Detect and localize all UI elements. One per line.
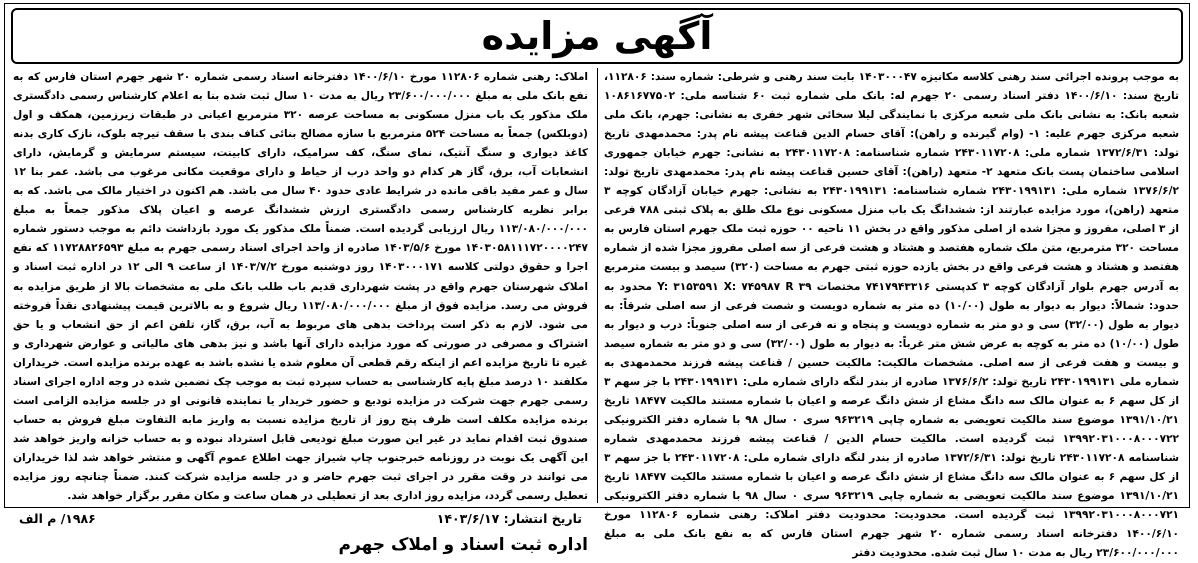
left-column bbox=[13, 68, 589, 556]
reference-number: ۱۹۸۶/ م الف bbox=[19, 511, 96, 527]
office-name: اداره ثبت اسناد و املاک جهرم bbox=[338, 535, 588, 556]
notice-frame bbox=[4, 3, 1190, 560]
column-divider bbox=[597, 68, 598, 503]
title-box bbox=[11, 8, 1183, 64]
publication-date: تاریخ انتشار: ۱۴۰۳/۶/۱۷ bbox=[436, 511, 582, 527]
left-column-text: املاک: رهنی شماره ۱۱۲۸۰۶ مورخ ۱۴۰۰/۶/۱۰ دفترخانه اسناد رسمی شماره ۲۰ شهر جهرم استان فارس که به نفع بانک ملی به مبلغ ۲۳/۶۰۰/۰۰۰/۰۰۰ ریال به مدت ۱۰ سال ثبت شده بنا به اعلام کارشناس رسمی دادگستری ملک مذکور یک باب منزل مسکونی به مساحت عرصه ۳۲۰ مترمربع اعیانی در طبقات زیرزمین، همکف و اول (دوبلکس) جمعاً به مساحت ۵۲۴ مترمربع با سازه مصالح بنائی کناف بندی با سقف تیرچه بلوک، نازک کاری بدنه کاغذ دیواری و سنگ آنتیک، نمای سنگ، کف سرامیک، دارای کابینت، سیستم سرمایش و گرمایش، دارای انشعابات آب، برق، گاز هر کدام دو واحد درب از حیاط و دارای موقعیت مکانی مرغوب می باشد. عمر بنا ۱۲ سال و عمر مفید باقی مانده در شرایط عادی حدود ۴۰ سال می باشد. هم اکنون در اختیار مالک می باشد. که به برابر نظریه کارشناس رسمی دادگستری ارزش ششدانگ عرصه و اعیان پلاک مذکور جمعاً به مبلغ ۱۱۳/۰۸۰/۰۰۰/۰۰۰ ریال ارزیابی گردیده است. ضمناً ملک مذکور یک مورد بازداشت دائم به موجب دستور شماره ۱۴۰۳۰۵۸۱۱۱۷۲۰۰۰۰۲۴۷ مورخ ۱۴۰۳/۵/۶ صادره از واحد اجرای اسناد رسمی جهرم به مبلغ ۱۱۷۲۸۸۲۶۵۹۳ که نفع اجرا و حقوق دولتی کلاسه ۱۴۰۳۰۰۰۱۷۱ روز دوشنبه مورخ ۱۴۰۳/۷/۲ از ساعت ۹ الی ۱۲ در اداره ثبت اسناد و املاک شهرستان جهرم واقع در پشت شهرداری قدیم باب طلب بانک ملی به مشخصات بالا از طریق مزایده به فروش می رسد. مزایده فوق از مبلغ ۱۱۳/۰۸۰/۰۰۰/۰۰۰ ریال شروع و به بالاترین قیمت پیشنهادی نقداً فروخته می شود. لازم به ذکر است پرداخت بدهی های مربوط به آب، برق، گاز، تلفن اعم از حق انشعاب و یا حق اشتراک و مصرفی در صورتی که مورد مزایده دارای آنها باشد و نیز بدهی های مالیاتی و عوارض شهرداری و غیره تا تاریخ مزایده اعم از اینکه رقم قطعی آن معلوم شده یا نشده باشد به عهده برنده مزایده است. خریداران مکلفند ۱۰ درصد مبلغ پایه کارشناسی به حساب سپرده ثبت به موجب چک تضمین شده در وجه اداره اجرای اسناد رسمی جهرم جهت شرکت در مزایده تودیع و حضور خریدار یا نماینده قانونی او در جلسه مزایده الزامی است برنده مزایده مکلف است ظرف پنج روز از تاریخ مزایده نسبت به واریز مابه التفاوت مبلغ فروش به حساب صندوق ثبت اقدام نماید در غیر این صورت مبلغ تودیعی قابل استرداد نبوده و به حساب خزانه واریز خواهد شد این آگهی یک نوبت در روزنامه خبرجنوب چاپ شیراز جهت اطلاع عموم آگهی و منتشر خواهد شد لذا خریداران می توانند در وقت مقرر در اجرای ثبت جهرم حاضر و در جلسه مزایده شرکت کنند. ضمناً چنانچه روز مزایده تعطیل رسمی گردد، مزایده روز اداری بعد از تعطیلی در همان ساعت و مکان مقرر برگزار خواهد شد. bbox=[13, 71, 589, 503]
footer-row bbox=[13, 509, 588, 528]
right-column-text: به موجب پرونده اجرائی سند رهنی کلاسه مکانیزه ۱۴۰۳۰۰۰۴۷ بابت سند رهنی و شرطی: شماره سند: ۱۱۲۸۰۶، تاریخ سند: ۱۴۰۰/۶/۱۰ دفتر اسناد رسمی ۲۰ جهرم له: بانک ملی شماره ثبت ۶۰ شناسه ملی: ۱۰۸۶۱۶۷۷۵۰۲ شعبه بانک: به نشانی بانک ملی شعبه مرکزی با نمایندگی لیلا سخائی شهر خفری به نشانی: جهرم، بانک ملی شعبه مرکزی جهرم علیه: ۱- (وام گیرنده و راهن): آقای حسام الدین قناعت پیشه نام پدر: محمدمهدی تاریخ تولد: ۱۳۷۲/۶/۳۱ شماره ملی: ۲۴۳۰۱۱۷۲۰۸ شماره شناسنامه: ۲۴۳۰۱۱۷۲۰۸ به نشانی: جهرم خیابان جمهوری اسلامی ساختمان پست بانک متعهد ۲- متعهد (راهن): آقای حسین قناعت پیشه نام پدر: محمدمهدی تاریخ تولد: ۱۳۷۶/۶/۲ شماره ملی: ۲۴۳۰۱۹۹۱۳۱ شماره شناسنامه: ۲۴۳۰۱۹۹۱۳۱ به نشانی: جهرم خیابان آزادگان کوچه ۳ متعهد (راهن)، مورد مزایده عبارتند از: ششدانگ یک باب منزل مسکونی نوع ملک طلق به پلاک ثبتی ۷۸۸ فرعی از ۳ اصلی، مفروز و مجزا شده از اصلی مذکور واقع در بخش ۱۱ ناحیه ۰۰ حوزه ثبت ملک جهرم استان فارس به مساحت ۳۲۰ مترمربع، متن ملک شماره هفتصد و هشتاد و هشت فرعی از سه اصلی مفروز مجزا شده از شماره هفتصد و هشتاد و هشت فرعی واقع در بخش یازده حوزه ثبتی جهرم به مساحت (۳۲۰) سیصد و بیست مترمربع به آدرس جهرم بلوار آزادگان کوچه ۳ کدپستی ۷۴۱۷۹۴۳۳۱۶ مختصات Y: ۳۱۵۳۵۹۱ X: ۷۴۵۹۸۷ R ۳۹ محدود به حدود: شمالاً: دیوار به دیوار به طول (۱۰/۰۰) ده متر به شماره دویست و شصت فرعی از سه اصلی شرقاً: به دیوار به طول (۳۲/۰۰) سی و دو متر به شماره دویست و پنجاه و نه فرعی از سه اصلی جنوباً: درب و دیوار به طول (۱۰/۰۰) ده متر به کوچه به عرض شش متر غرباً: به دیوار به طول (۳۲/۰۰) سی و دو متر به شماره سیصد و بیست و هفت فرعی از سه اصلی. مشخصات مالکیت: مالکیت حسین / قناعت پیشه فرزند محمدمهدی به شماره ملی ۲۴۳۰۱۹۹۱۳۱ تاریخ تولد: ۱۳۷۶/۶/۲ صادره از بندر لنگه دارای شماره ملی: ۲۴۳۰۱۹۹۱۳۱ با جز سهم ۳ از کل سهم ۶ به عنوان مالک سه دانگ مشاع از شش دانگ عرصه و اعیان با شماره مستند مالکیت ۱۸۴۷۷ تاریخ ۱۳۹۱/۱۰/۲۱ موضوع سند مالکیت تعویضی به شماره چاپی ۹۶۳۲۱۹ سری ۰ سال ۹۸ با شماره دفتر الکترونیکی ۱۳۹۹۲۰۳۱۰۰۰۸۰۰۰۷۲۲ ثبت گردیده است. مالکیت حسام الدین / قناعت پیشه فرزند محمدمهدی شماره شناسنامه ۲۴۳۰۱۱۷۲۰۸ تاریخ تولد: ۱۳۷۲/۶/۳۱ صادره از بندر لنگه دارای شماره ملی: ۲۴۳۰۱۱۷۲۰۸ با جز سهم ۳ از کل سهم ۶ به عنوان مالک سه دانگ مشاع از شش دانگ عرصه و اعیان با شماره مستند مالکیت ۱۸۴۷۷ تاریخ ۱۳۹۱/۱۰/۲۱ موضوع سند مالکیت تعویضی به شماره چاپی ۹۶۳۲۱۹ سری ۰ سال ۹۸ با شماره دفتر الکترونیکی ۱۳۹۹۲۰۳۱۰۰۰۸۰۰۰۷۲۱ ثبت گردیده است. محدودیت: محدودیت دفتر املاک: رهنی شماره ۱۱۲۸۰۶ مورخ ۱۴۰۰/۶/۱۰ دفترخانه اسناد رسمی شماره ۲۰ شهر جهرم استان فارس که به نفع بانک ملی به مبلغ ۲۳/۶۰۰/۰۰۰/۰۰۰ ریال به مدت ۱۰ سال ثبت شده. محدودیت دفتر bbox=[604, 71, 1180, 560]
notice-title: آگهی مزایده bbox=[481, 14, 713, 58]
